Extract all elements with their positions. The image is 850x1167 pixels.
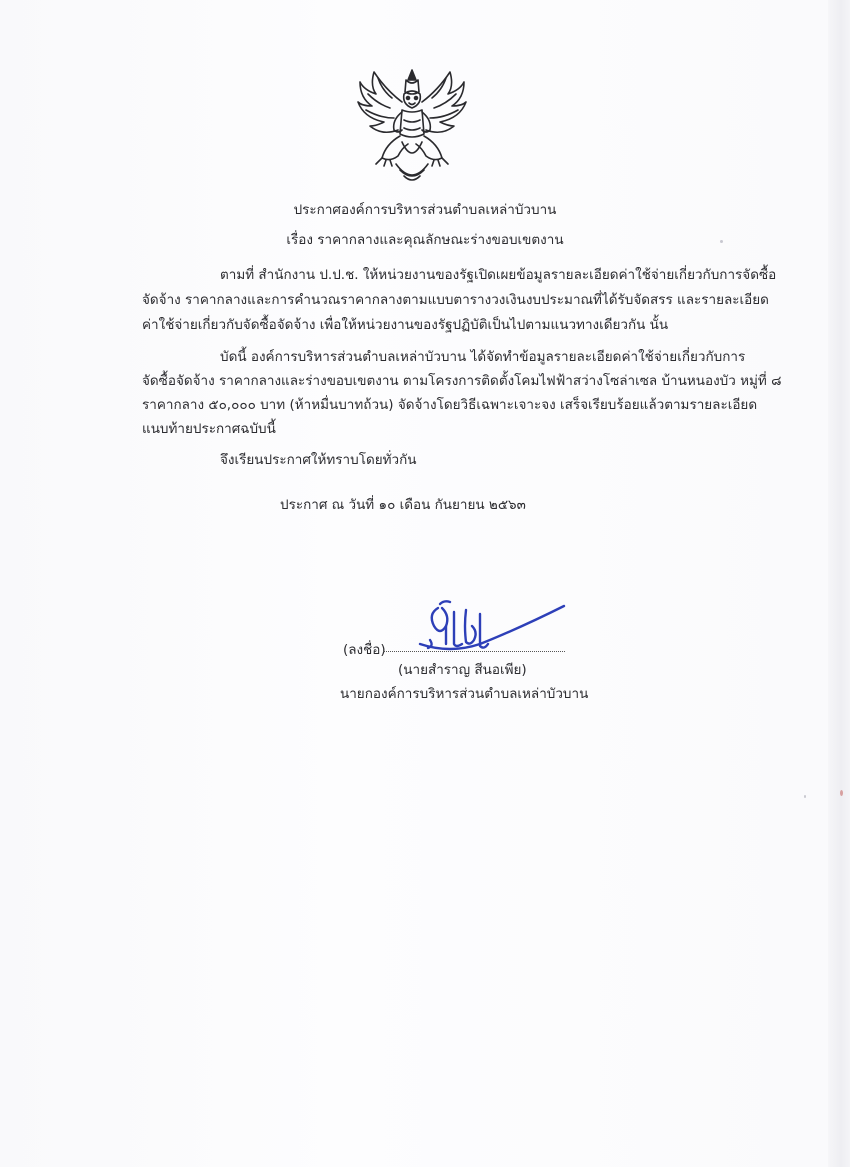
announcement-title: ประกาศองค์การบริหารส่วนตำบลเหล่าบัวบาน	[293, 202, 557, 218]
paragraph-2-line-4: แนบท้ายประกาศฉบับนี้	[142, 421, 276, 437]
paragraph-1-line-1: ตามที่ สำนักงาน ป.ป.ช. ให้หน่วยงานของรัฐเปิดเผยข้อมูลรายละเอียดค่าใช้จ่ายเกี่ยวกับการจัดซื้อ	[220, 267, 777, 283]
paragraph-2-line-1: บัดนี้ องค์การบริหารส่วนตำบลเหล่าบัวบาน ได้จัดทำข้อมูลรายละเอียดค่าใช้จ่ายเกี่ยวกับการ	[220, 349, 746, 365]
handwritten-signature	[410, 596, 580, 660]
scan-speck	[840, 790, 843, 796]
paragraph-2-line-2: จัดซื้อจัดจ้าง ราคากลางและร่างขอบเขตงาน ตามโครงการติดตั้งโคมไฟฟ้าสว่างโซล่าเซล บ้านหนองบัว หมู่ที่ ๘	[142, 373, 782, 389]
paragraph-1-line-3: ค่าใช้จ่ายเกี่ยวกับจัดซื้อจัดจ้าง เพื่อให้หน่วยงานของรัฐปฏิบัติเป็นไปตามแนวทางเดียวกัน นั้น	[142, 317, 669, 333]
scan-edge	[828, 0, 850, 1167]
signer-position: นายกองค์การบริหารส่วนตำบลเหล่าบัวบาน	[340, 686, 589, 702]
sign-label: (ลงชื่อ)	[343, 642, 386, 658]
paragraph-1-line-2: จัดจ้าง ราคากลางและการคำนวณราคากลางตามแบบตารางวงเงินงบประมาณที่ได้รับจัดสรร และรายละเอียด	[142, 292, 769, 308]
paragraph-2-line-3: ราคากลาง ๕๐,๐๐๐ บาท (ห้าหมื่นบาทถ้วน) จัดจ้างโดยวิธีเฉพาะเจาะจง เสร็จเรียบร้อยแล้วตามรายละเอียด	[142, 397, 758, 413]
scan-speck	[804, 795, 806, 798]
garuda-emblem-icon	[356, 64, 468, 188]
date-line: ประกาศ ณ วันที่ ๑๐ เดือน กันยายน ๒๕๖๓	[280, 497, 526, 513]
closing-text: จึงเรียนประกาศให้ทราบโดยทั่วกัน	[220, 452, 417, 468]
announcement-subject: เรื่อง ราคากลางและคุณลักษณะร่างขอบเขตงาน	[286, 232, 564, 248]
signer-name: (นายสำราญ สีนอเพีย)	[398, 662, 527, 678]
